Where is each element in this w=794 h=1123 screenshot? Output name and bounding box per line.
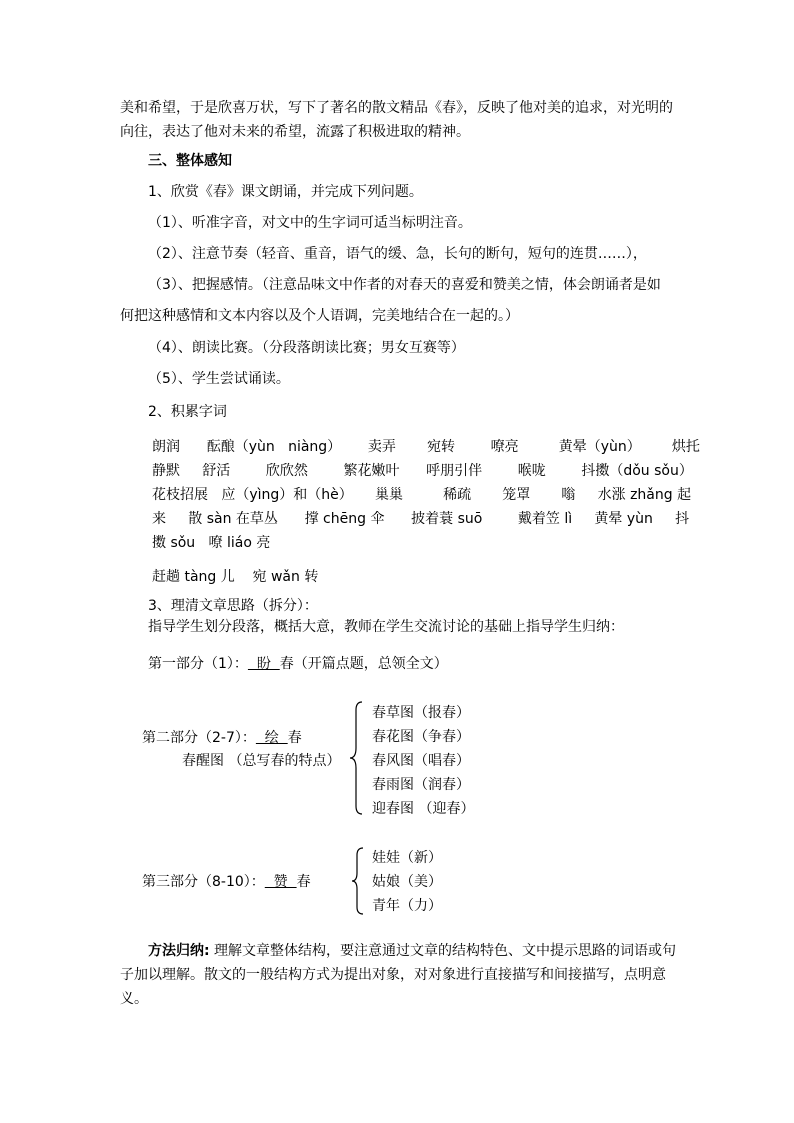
- part3-item-2: 姑娘（美）: [372, 874, 442, 890]
- part1-prefix: 第一部分（1）：: [148, 656, 248, 672]
- method-line-1: [148, 942, 676, 960]
- vocab-row-5: 擞 sǒu 嘹 liáo 亮: [152, 535, 271, 551]
- part3-brace: [350, 846, 368, 916]
- part2-line: [142, 729, 302, 747]
- task3-title: 3、理清文章思路（拆分）：: [148, 598, 318, 614]
- intro-line-1: 美和希望，于是欣喜万状，写下了著名的散文精品《春》，反映了他对美的追求，对光明的: [120, 100, 673, 116]
- part3-item-1: 娃娃（新）: [372, 850, 442, 866]
- part3-line: [142, 873, 311, 891]
- intro-line-2: 向往，表达了他对未来的希望，流露了积极进取的精神。: [120, 124, 470, 140]
- part2-prefix: 第二部分（2-7）：: [142, 730, 256, 746]
- task2-title: 2、积累字词: [148, 404, 227, 420]
- task1-title: 1、欣赏《春》课文朗诵，并完成下列问题。: [148, 184, 423, 200]
- vocab-row-2: 静默 舒活 欣欣然 繁花嫩叶 呼朋引伴 喉咙 抖擞（dǒu sǒu）: [152, 463, 693, 479]
- vocab-row-6: 赶趟 tàng 儿 宛 wǎn 转: [152, 569, 319, 585]
- part2-key: 绘: [255, 730, 288, 746]
- section-heading: 三、整体感知: [148, 153, 232, 169]
- vocab-row-4: 来 散 sàn 在草丛 撑 chēng 伞 披着蓑 suō 戴着笠 lì 黄晕 yùn 抖: [152, 511, 690, 527]
- task1-item-3-line-1: （3）、把握感情。（注意品味文中作者的对春天的喜爱和赞美之情，体会朗诵者是如: [148, 277, 661, 293]
- part3-suffix: 春: [296, 874, 311, 890]
- task1-item-4: （4）、朗读比赛。（分段落朗读比赛；男女互赛等）: [148, 340, 465, 356]
- part2-item-3: 春风图（唱春）: [372, 753, 470, 769]
- vocab-row-3: 花枝招展 应（yìng）和（hè） 巢巢 稀疏 笼罩 嗡 水涨 zhǎng 起: [152, 487, 692, 503]
- method-line-3: 义。: [120, 991, 148, 1007]
- vocab-row-1: 朗润 酝酿（yùn niàng） 卖弄 宛转 嘹亮 黄晕（yùn） 烘托: [152, 439, 700, 455]
- part1-key: 盼: [247, 656, 280, 672]
- task1-item-5: （5）、学生尝试诵读。: [148, 371, 290, 387]
- task1-item-1: （1）、听准字音，对文中的生字词可适当标明注音。: [148, 215, 472, 231]
- method-line-2: 子加以理解。散文的一般结构方式为提出对象，对对象进行直接描写和间接描写，点明意: [120, 967, 666, 983]
- part1-line: [148, 655, 448, 673]
- method-label: 方法归纳:: [148, 943, 210, 959]
- part2-suffix: 春: [287, 730, 302, 746]
- part2-item-1: 春草图（报春）: [372, 705, 470, 721]
- part1-suffix: 春（开篇点题，总领全文）: [279, 656, 448, 672]
- task3-desc: 指导学生划分段落，概括大意，教师在学生交流讨论的基础上指导学生归纳：: [148, 619, 624, 635]
- part3-item-3: 青年（力）: [372, 898, 442, 914]
- part2-item-4: 春雨图（润春）: [372, 777, 470, 793]
- part2-brace: [348, 700, 368, 816]
- task1-item-2: （2）、注意节奏（轻音、重音，语气的缓、急，长句的断句，短句的连贯……），: [148, 246, 647, 262]
- part2-item-2: 春花图（争春）: [372, 729, 470, 745]
- method-text-1: 理解文章整体结构，要注意通过文章的结构特色、文中提示思路的词语或句: [209, 943, 677, 959]
- part3-prefix: 第三部分（8-10）：: [142, 874, 265, 890]
- part2-item-5: 迎春图 （迎春）: [372, 801, 475, 817]
- task1-item-3-line-2: 何把这种感情和文本内容以及个人语调，完美地结合在一起的。）: [120, 308, 519, 324]
- part3-key: 赞: [264, 874, 297, 890]
- part2-sub: 春醒图 （总写春的特点）: [182, 753, 341, 769]
